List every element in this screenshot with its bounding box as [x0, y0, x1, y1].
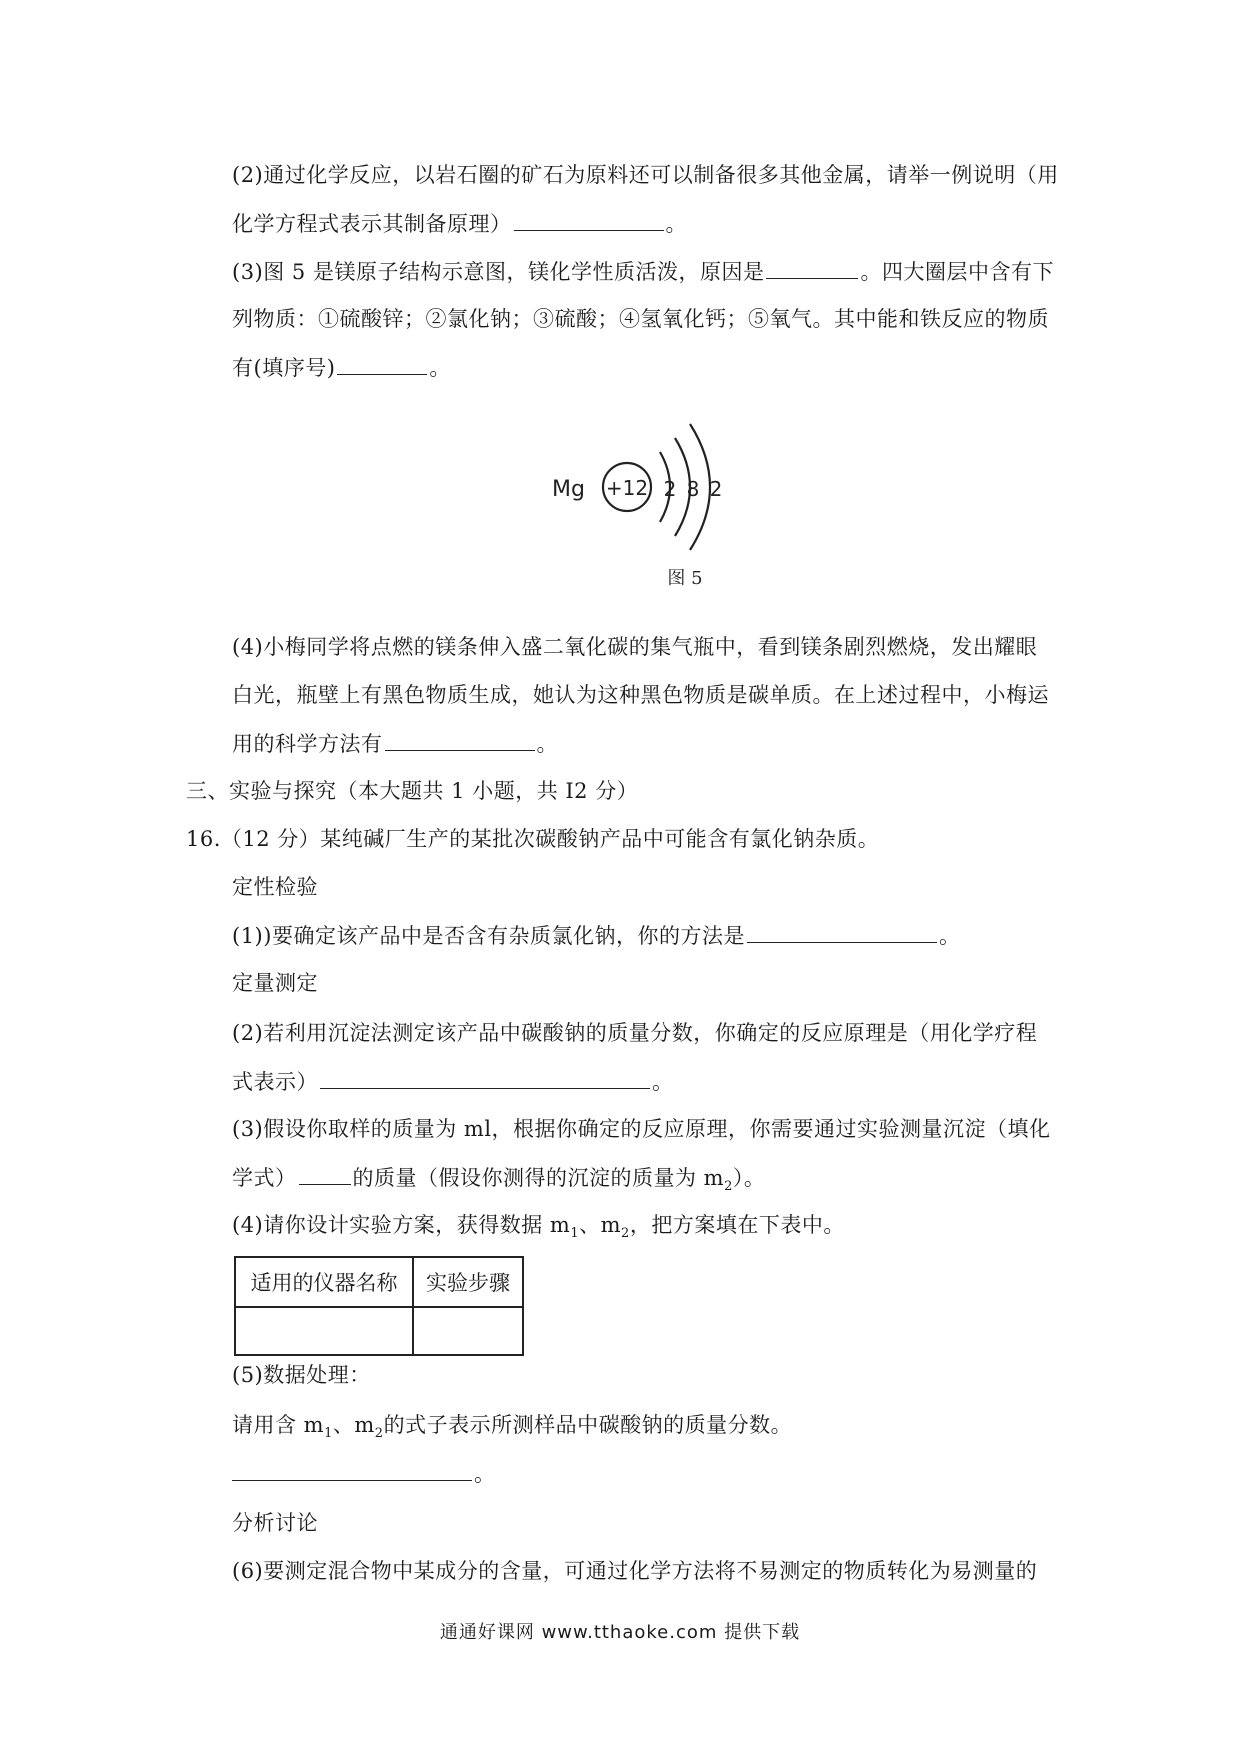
answer-blank[interactable] [337, 352, 427, 375]
q16-part3-line1: (3)假设你取样的质量为 ml，根据你确定的反应原理，你需要通过实验测量沉淀（填化 [232, 1117, 1051, 1141]
period: 。 [474, 1462, 496, 1486]
q16-part5-post: 的式子表示所测样品中碳酸钠的质量分数。 [383, 1413, 793, 1437]
q16-part5-title: (5)数据处理： [232, 1363, 371, 1387]
period: 。 [652, 1070, 674, 1094]
q15-part4-line3 [232, 728, 558, 759]
subscript: 2 [374, 1426, 384, 1442]
table-cell-steps[interactable] [413, 1307, 523, 1355]
shell-electrons-1: 2 [663, 477, 677, 501]
figure-caption: 图 5 [667, 568, 703, 589]
shell-electrons-3: 2 [709, 477, 723, 501]
subscript: 1 [570, 1226, 580, 1242]
nucleus-charge: +12 [605, 476, 649, 500]
table-header-instruments: 适用的仪器名称 [235, 1257, 413, 1307]
subscript: 2 [724, 1179, 733, 1195]
shell-electrons-2: 8 [686, 477, 700, 501]
period: 。 [429, 356, 451, 380]
q15-part4-line1: (4)小梅同学将点燃的镁条伸入盛二氧化碳的集气瓶中，看到镁条剧烈燃烧，发出耀眼 [232, 635, 1038, 659]
q15-part2-line1: (2)通过化学反应，以岩石圈的矿石为原料还可以制备很多其他金属，请举一例说明（用 [232, 163, 1059, 187]
q16-part3-end: ）。 [732, 1166, 766, 1190]
q15-part4-line2: 白光，瓶壁上有黑色物质生成，她认为这种黑色物质是碳单质。在上述过程中，小梅运 [232, 683, 1049, 707]
q16-part1 [232, 920, 960, 951]
q15-part3-line3 [232, 352, 451, 383]
subscript: 1 [324, 1426, 333, 1442]
q16-part4-mid: 、m [579, 1213, 622, 1237]
q16-part5-line [232, 1410, 792, 1449]
q16-part2-line2 [232, 1066, 674, 1097]
table-header-steps: 实验步骤 [413, 1257, 523, 1307]
answer-blank[interactable] [232, 1458, 472, 1481]
q16-part4-text: (4)请你设计实验方案，获得数据 m [232, 1213, 571, 1237]
table-cell-instruments[interactable] [235, 1307, 413, 1355]
answer-blank[interactable] [320, 1066, 650, 1089]
q16-part1-text: (1))要确定该产品中是否含有杂质氯化钠，你的方法是 [232, 924, 745, 948]
q16-part3-text2-post: 的质量（假设你测得的沉淀的质量为 m [352, 1166, 725, 1190]
q15-part4-text3: 用的科学方法有 [232, 732, 383, 756]
page-footer: 通通好课网 www.tthaoke.com 提供下载 [439, 1622, 801, 1643]
q16-part4 [232, 1210, 845, 1249]
q16-intro: 16.（12 分）某纯碱厂生产的某批次碳酸钠产品中可能含有氯化钠杂质。 [186, 827, 880, 851]
q16-part5-text: 请用含 m [232, 1413, 325, 1437]
q15-part3-text3: 有(填序号) [232, 356, 336, 380]
q15-part3-line1 [232, 256, 1054, 287]
q16-part4-post: ，把方案填在下表中。 [629, 1213, 845, 1237]
subheading-qualitative: 定性检验 [232, 875, 318, 899]
period: 。 [536, 732, 558, 756]
subheading-quantitative: 定量测定 [232, 971, 318, 995]
q16-part2-line1: (2)若利用沉淀法测定该产品中碳酸钠的质量分数，你确定的反应原理是（用化学疗程 [232, 1021, 1038, 1045]
experiment-plan-table [234, 1256, 524, 1356]
section-heading: 三、实验与探究（本大题共 1 小题，共 I2 分） [186, 779, 639, 803]
period: 。 [665, 212, 687, 236]
answer-blank[interactable] [747, 920, 937, 943]
answer-blank[interactable] [385, 728, 535, 751]
q16-part6-line1: (6)要测定混合物中某成分的含量，可通过化学方法将不易测定的物质转化为易测量的 [232, 1559, 1038, 1583]
q16-part3-line2 [232, 1162, 765, 1202]
table-header-row [235, 1257, 523, 1307]
mg-atom-structure-diagram [530, 400, 770, 600]
period: 。 [938, 924, 961, 948]
table-row [235, 1307, 523, 1355]
element-symbol: Mg [552, 477, 585, 502]
q16-part5-mid: 、m [332, 1413, 375, 1437]
subscript: 2 [621, 1226, 630, 1242]
answer-blank[interactable] [514, 208, 664, 231]
q15-part2-line2 [232, 208, 687, 239]
answer-blank[interactable] [766, 256, 858, 279]
q15-part2-text: 化学方程式表示其制备原理） [232, 212, 512, 236]
q15-part3-text-post: 。四大圈层中含有下 [860, 260, 1054, 284]
q15-part3-text: (3)图 5 是镁原子结构示意图，镁化学性质活泼，原因是 [232, 260, 765, 284]
subheading-analysis: 分析讨论 [232, 1511, 318, 1535]
q16-part2-text2: 式表示） [232, 1070, 318, 1094]
q16-part5-answer [232, 1458, 496, 1489]
answer-blank[interactable] [299, 1162, 351, 1185]
q15-part3-line2: 列物质：①硫酸锌；②氯化钠；③硫酸；④氢氧化钙；⑤氧气。其中能和铁反应的物质 [232, 307, 1049, 331]
q16-part3-text2: 学式） [232, 1166, 297, 1190]
